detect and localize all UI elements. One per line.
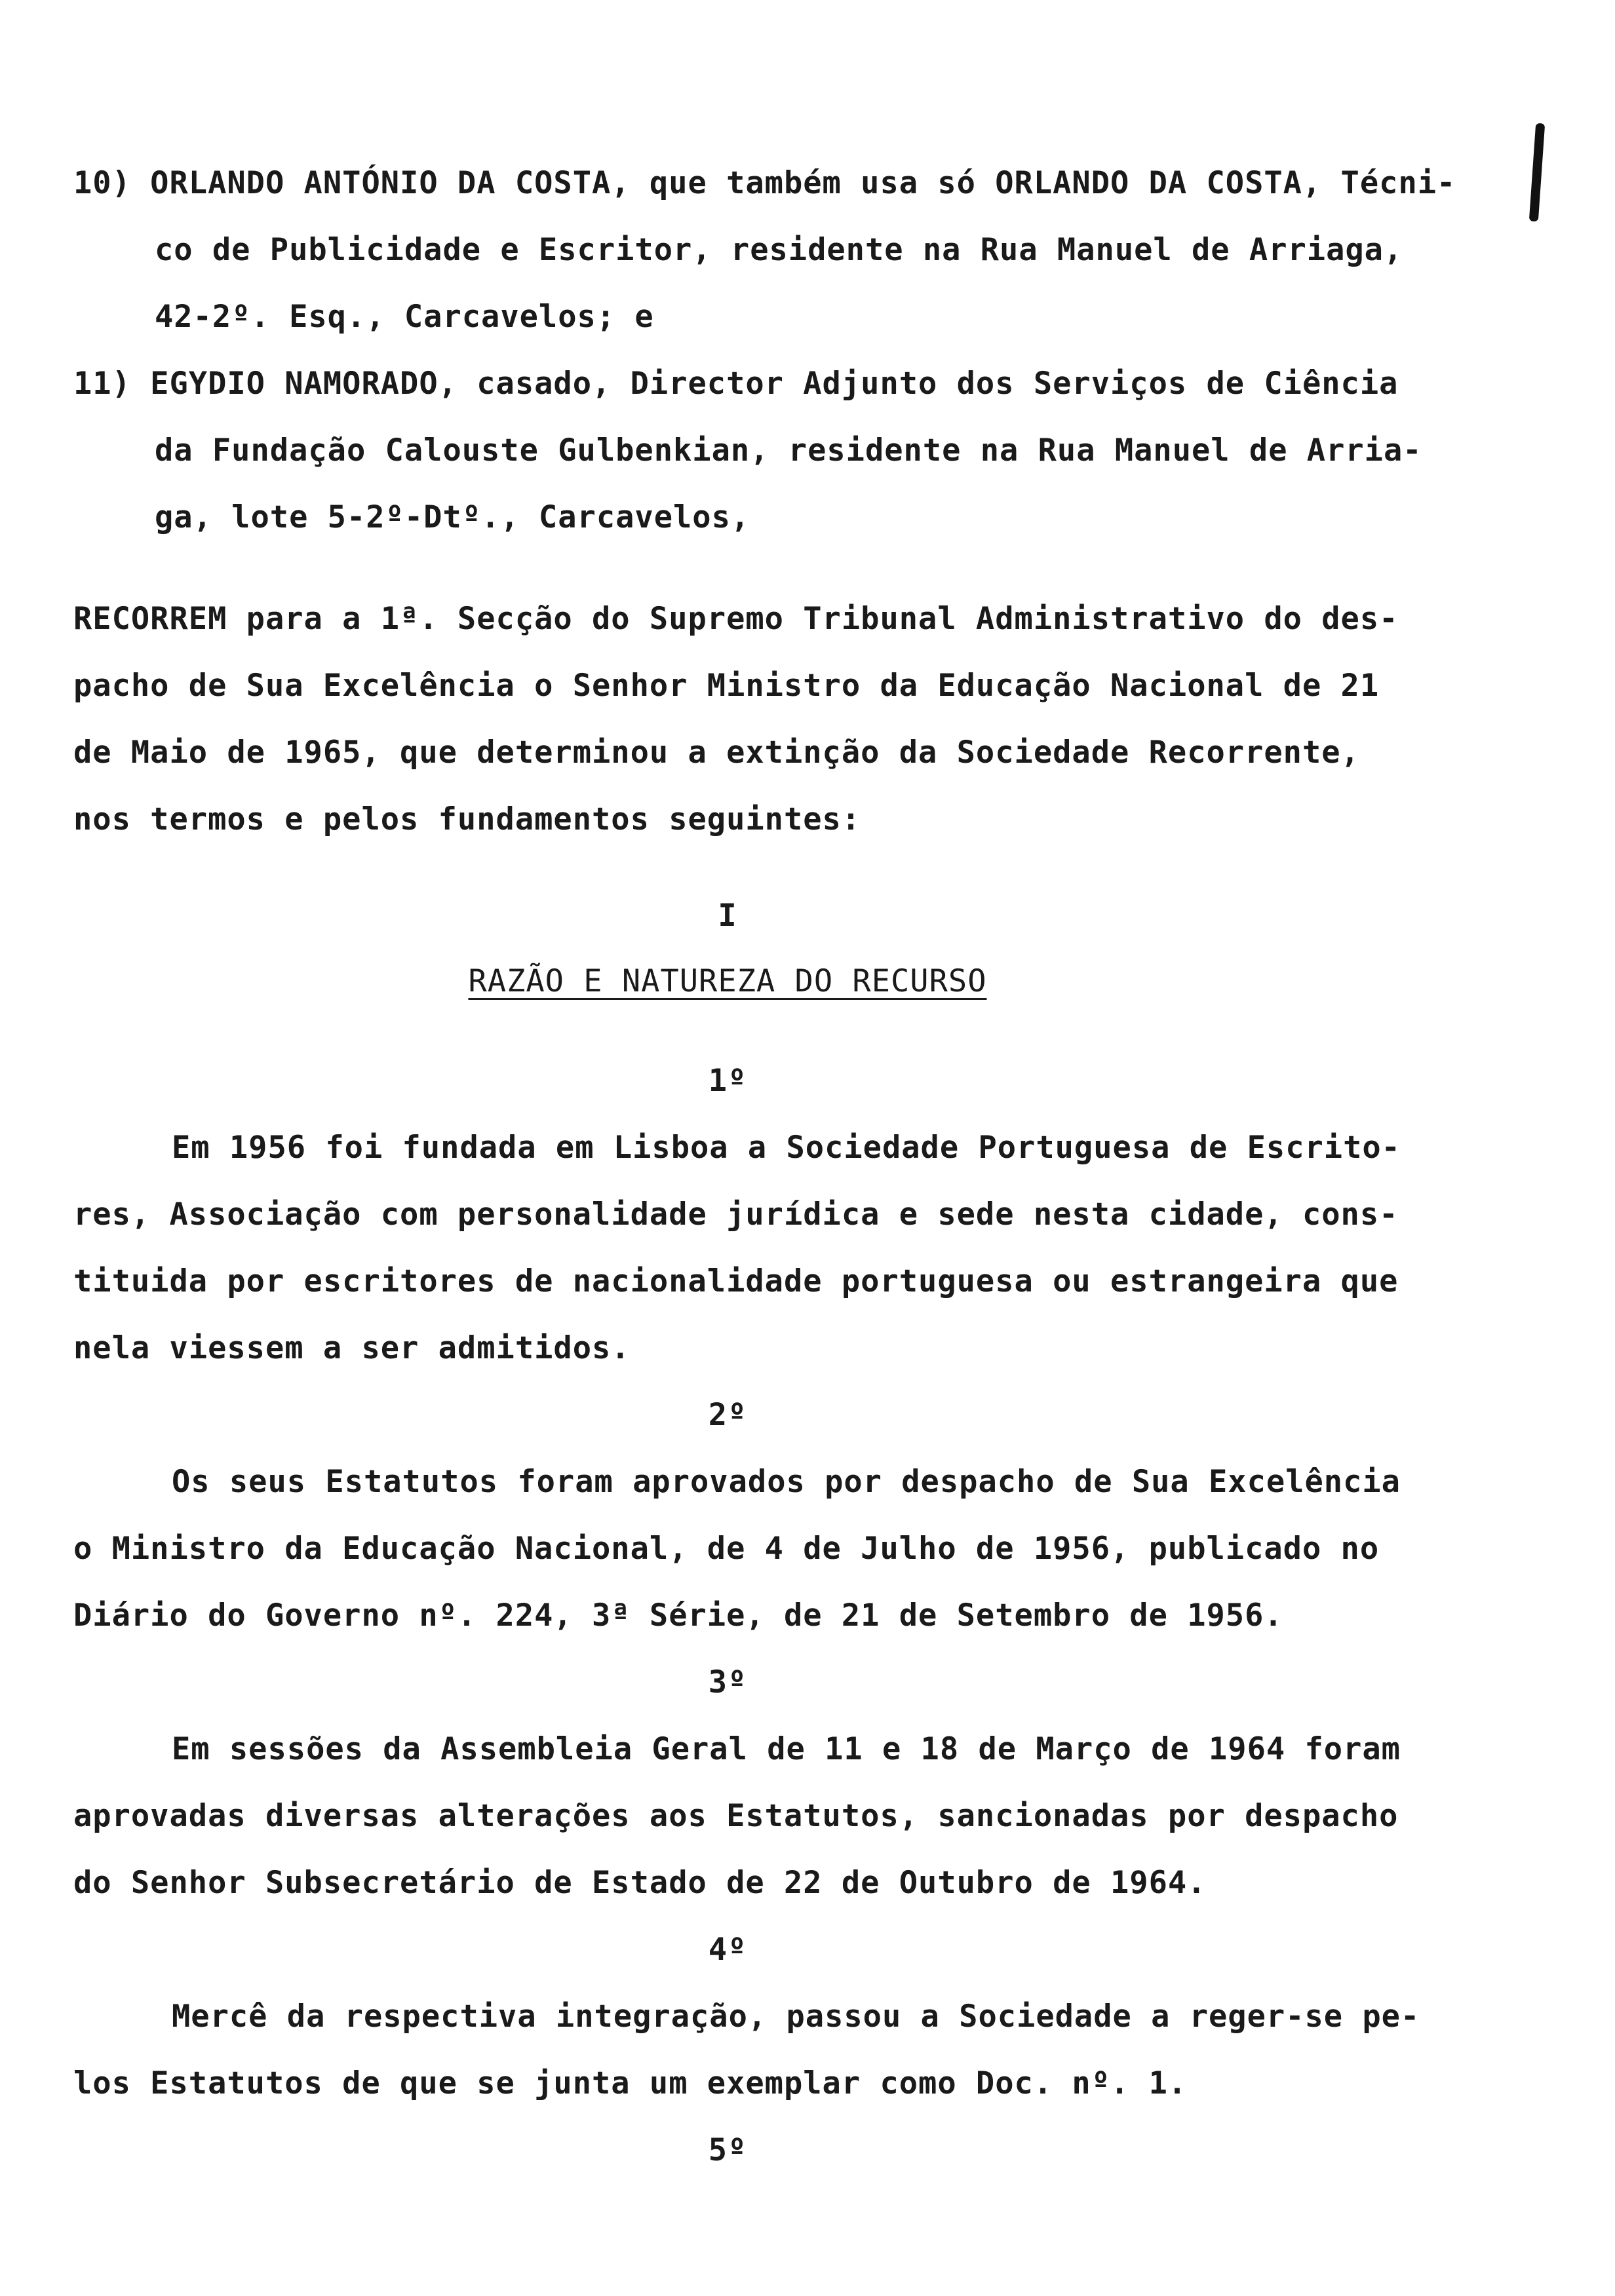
intro-line-2: pacho de Sua Excelência o Senhor Ministro da Educação Nacional de 21 <box>73 668 1380 704</box>
article-1-number: 1º <box>708 1063 747 1099</box>
party-10-line-1: 10) ORLANDO ANTÓNIO DA COSTA, que também usa só ORLANDO DA COSTA, Técni- <box>73 165 1456 201</box>
article-1-line-1: Em 1956 foi fundada em Lisboa a Sociedade Portuguesa de Escrito- <box>172 1130 1401 1166</box>
section-number: I <box>718 898 737 934</box>
section-title: RAZÃO E NATUREZA DO RECURSO <box>468 963 987 999</box>
party-10-line-2: co de Publicidade e Escritor, residente na Rua Manuel de Arriaga, <box>155 232 1403 268</box>
party-10-line-3: 42-2º. Esq., Carcavelos; e <box>155 299 654 335</box>
article-4-line-1: Mercê da respectiva integração, passou a Sociedade a reger-se pe- <box>172 1999 1420 2035</box>
intro-line-4: nos termos e pelos fundamentos seguintes: <box>73 801 861 837</box>
article-3-number: 3º <box>708 1664 747 1700</box>
article-2-line-1: Os seus Estatutos foram aprovados por despacho de Sua Excelência <box>172 1464 1401 1500</box>
article-4-line-2: los Estatutos de que se junta um exemplar como Doc. nº. 1. <box>73 2065 1188 2101</box>
article-3-line-3: do Senhor Subsecretário de Estado de 22 de Outubro de 1964. <box>73 1865 1207 1901</box>
article-3-line-2: aprovadas diversas alterações aos Estatutos, sancionadas por despacho <box>73 1798 1399 1834</box>
party-11-line-3: ga, lote 5-2º-Dtº., Carcavelos, <box>155 499 750 535</box>
article-2-line-3: Diário do Governo nº. 224, 3ª Série, de 21 de Setembro de 1956. <box>73 1598 1283 1634</box>
article-1-line-4: nela viessem a ser admitidos. <box>73 1330 631 1366</box>
article-4-number: 4º <box>708 1932 747 1968</box>
article-3-line-1: Em sessões da Assembleia Geral de 11 e 18 de Março de 1964 foram <box>172 1731 1401 1767</box>
party-11-line-1: 11) EGYDIO NAMORADO, casado, Director Adjunto dos Serviços de Ciência <box>73 366 1399 402</box>
article-2-number: 2º <box>708 1397 747 1433</box>
article-2-line-2: o Ministro da Educação Nacional, de 4 de Julho de 1956, publicado no <box>73 1531 1380 1567</box>
article-1-line-2: res, Associação com personalidade jurídica e sede nesta cidade, cons- <box>73 1196 1399 1233</box>
margin-mark <box>1529 123 1545 222</box>
article-5-number: 5º <box>708 2132 747 2168</box>
intro-line-1: RECORREM para a 1ª. Secção do Supremo Tribunal Administrativo do des- <box>73 601 1399 637</box>
intro-line-3: de Maio de 1965, que determinou a extinção da Sociedade Recorrente, <box>73 735 1360 771</box>
party-11-line-2: da Fundação Calouste Gulbenkian, residente na Rua Manuel de Arria- <box>155 432 1422 469</box>
article-1-line-3: tituida por escritores de nacionalidade portuguesa ou estrangeira que <box>73 1263 1399 1299</box>
